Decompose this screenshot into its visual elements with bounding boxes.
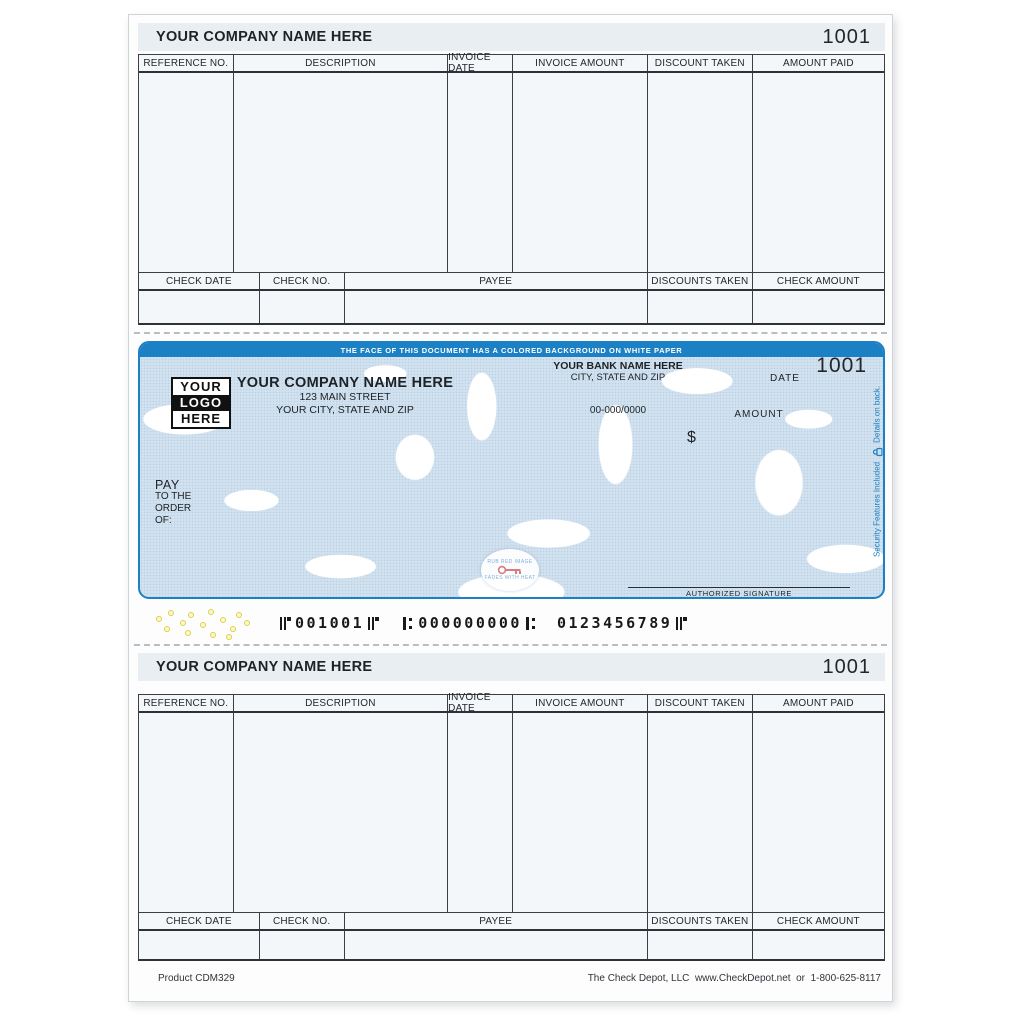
col-payee: PAYEE bbox=[345, 913, 648, 929]
payer-address-1: 123 MAIN STREET bbox=[299, 391, 391, 403]
col-discounts-taken: DISCOUNTS TAKEN bbox=[648, 913, 753, 929]
col-description: DESCRIPTION bbox=[234, 695, 449, 711]
amount-label: AMOUNT bbox=[734, 409, 784, 420]
bottom-summary-body-row bbox=[139, 931, 884, 959]
top-summary-table bbox=[138, 272, 885, 325]
micr-line bbox=[276, 614, 691, 632]
empty-cell bbox=[345, 291, 648, 323]
top-invoice-table bbox=[138, 54, 885, 273]
empty-cell bbox=[139, 931, 260, 959]
check-banner: THE FACE OF THIS DOCUMENT HAS A COLORED BACKGROUND ON WHITE PAPER bbox=[140, 343, 883, 357]
top-invoice-body-row bbox=[139, 73, 884, 272]
top-summary-header-row bbox=[139, 273, 884, 291]
col-payee: PAYEE bbox=[345, 273, 648, 289]
bottom-invoice-table bbox=[138, 694, 885, 913]
col-check-no: CHECK NO. bbox=[260, 913, 345, 929]
empty-cell bbox=[648, 291, 753, 323]
micr-onus-symbol bbox=[368, 617, 379, 630]
heat-sensitive-seal bbox=[481, 549, 539, 591]
product-code: Product CDM329 bbox=[158, 973, 235, 984]
empty-cell bbox=[448, 713, 513, 912]
bottom-summary-header-row bbox=[139, 913, 884, 931]
security-side-text bbox=[871, 347, 884, 597]
col-reference-no: REFERENCE NO. bbox=[139, 55, 234, 71]
vendor-info: The Check Depot, LLC www.CheckDepot.net or 1-800-625-8117 bbox=[587, 973, 881, 984]
col-invoice-date: INVOICE DATE bbox=[448, 695, 513, 711]
empty-cell bbox=[448, 73, 513, 272]
logo-line-2: LOGO bbox=[173, 395, 229, 411]
col-invoice-amount: INVOICE AMOUNT bbox=[513, 695, 648, 711]
empty-cell bbox=[753, 73, 884, 272]
bank-name: YOUR BANK NAME HERE bbox=[553, 360, 683, 372]
lock-icon bbox=[872, 448, 882, 457]
bottom-invoice-body-row bbox=[139, 713, 884, 912]
security-features-text: Security Features Included bbox=[872, 461, 882, 558]
payer-company-name: YOUR COMPANY NAME HERE bbox=[236, 375, 454, 391]
col-invoice-amount: INVOICE AMOUNT bbox=[513, 55, 648, 71]
col-check-amount: CHECK AMOUNT bbox=[776, 275, 860, 287]
check-body bbox=[138, 341, 885, 599]
bottom-stub-header bbox=[138, 653, 885, 681]
logo-placeholder bbox=[171, 377, 231, 429]
heat-key-icon bbox=[497, 565, 523, 575]
bank-block bbox=[538, 360, 698, 384]
check-number: 1001 bbox=[816, 354, 867, 377]
col-reference-no: REFERENCE NO. bbox=[139, 695, 234, 711]
bank-fraction-code: 00-000/0000 bbox=[589, 405, 647, 416]
micr-transit-symbol bbox=[403, 617, 414, 630]
pay-line-3: ORDER bbox=[155, 503, 192, 514]
col-amount-paid: AMOUNT PAID bbox=[783, 57, 854, 69]
bottom-stub-company-name: YOUR COMPANY NAME HERE bbox=[156, 659, 373, 675]
logo-line-1: YOUR bbox=[180, 379, 222, 394]
col-check-date: CHECK DATE bbox=[139, 913, 260, 929]
empty-cell bbox=[513, 713, 648, 912]
empty-cell bbox=[648, 73, 753, 272]
micr-transit-symbol bbox=[526, 617, 537, 630]
micr-strip bbox=[138, 605, 885, 641]
payer-company-block bbox=[230, 375, 460, 416]
logo-line-3: HERE bbox=[180, 411, 222, 426]
pay-line-1: PAY bbox=[155, 478, 180, 492]
empty-cell bbox=[648, 931, 753, 959]
perforation-line-bottom bbox=[134, 644, 887, 646]
micr-check-number: 001001 bbox=[295, 614, 365, 632]
empty-cell bbox=[234, 73, 449, 272]
top-invoice-header-row bbox=[139, 52, 884, 74]
empty-cell bbox=[513, 73, 648, 272]
micr-routing-number: 000000000 bbox=[418, 614, 522, 632]
check-sheet bbox=[128, 14, 893, 1002]
col-discount-taken: DISCOUNT TAKEN bbox=[648, 695, 753, 711]
col-check-no: CHECK NO. bbox=[260, 273, 345, 289]
pay-to-the-order-of bbox=[155, 479, 191, 527]
empty-cell bbox=[753, 931, 884, 959]
top-stub-company-name: YOUR COMPANY NAME HERE bbox=[156, 29, 373, 45]
empty-cell bbox=[139, 713, 234, 912]
perforation-line-top bbox=[134, 332, 887, 334]
micr-onus-symbol bbox=[676, 617, 687, 630]
bottom-invoice-header-row bbox=[139, 692, 884, 714]
bottom-stub-check-number: 1001 bbox=[822, 655, 871, 678]
bottom-summary-table bbox=[138, 912, 885, 961]
col-discount-taken: DISCOUNT TAKEN bbox=[648, 55, 753, 71]
micr-onus-symbol bbox=[280, 617, 291, 630]
dollar-sign: $ bbox=[687, 429, 696, 446]
empty-cell bbox=[234, 713, 449, 912]
pay-line-4: OF: bbox=[155, 515, 172, 526]
empty-cell bbox=[139, 73, 234, 272]
details-on-back-text: Details on back. bbox=[872, 385, 882, 443]
security-dots bbox=[152, 608, 252, 638]
seal-bottom-text: FADES WITH HEAT bbox=[484, 575, 536, 581]
top-stub-header bbox=[138, 23, 885, 51]
micr-account-number: 0123456789 bbox=[556, 614, 673, 632]
col-discounts-taken: DISCOUNTS TAKEN bbox=[648, 273, 753, 289]
bank-city: CITY, STATE AND ZIP bbox=[570, 372, 666, 383]
top-stub-check-number: 1001 bbox=[822, 25, 871, 48]
col-check-amount: CHECK AMOUNT bbox=[776, 915, 860, 927]
col-amount-paid: AMOUNT PAID bbox=[783, 697, 854, 709]
empty-cell bbox=[260, 291, 345, 323]
empty-cell bbox=[260, 931, 345, 959]
signature-line bbox=[628, 587, 850, 598]
empty-cell bbox=[648, 713, 753, 912]
empty-cell bbox=[139, 291, 260, 323]
seal-top-text: RUB RED IMAGE bbox=[487, 559, 533, 565]
date-label: DATE bbox=[770, 373, 800, 384]
authorized-signature-label: AUTHORIZED SIGNATURE bbox=[685, 589, 793, 598]
col-invoice-date: INVOICE DATE bbox=[448, 55, 513, 71]
col-description: DESCRIPTION bbox=[234, 55, 449, 71]
empty-cell bbox=[753, 713, 884, 912]
sheet-footer bbox=[138, 973, 885, 984]
payer-address-2: YOUR CITY, STATE AND ZIP bbox=[276, 403, 414, 416]
empty-cell bbox=[345, 931, 648, 959]
pay-line-2: TO THE bbox=[155, 491, 192, 502]
top-summary-body-row bbox=[139, 291, 884, 323]
col-check-date: CHECK DATE bbox=[139, 273, 260, 289]
empty-cell bbox=[753, 291, 884, 323]
